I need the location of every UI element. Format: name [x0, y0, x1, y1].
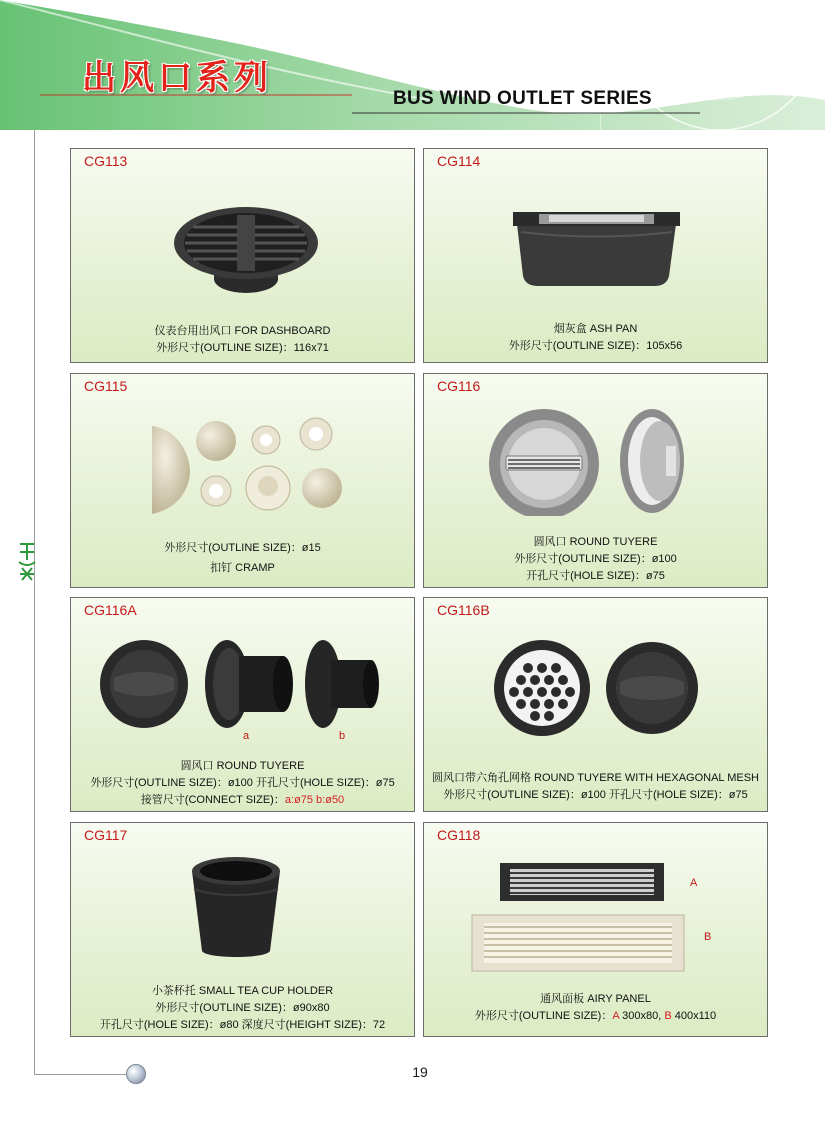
cramp-icon: [146, 416, 356, 521]
product-panel-cg114: [423, 148, 768, 363]
caption-line: 外形尺寸(OUTLINE SIZE)：ø100 开孔尺寸(HOLE SIZE)：ø75: [90, 777, 395, 789]
caption-line: 开孔尺寸(HOLE SIZE)：ø75: [526, 570, 665, 582]
caption-line: 外形尺寸(OUTLINE SIZE)：ø100 开孔尺寸(HOLE SIZE)：ø75: [443, 789, 748, 801]
caption-line: 外形尺寸(OUTLINE SIZE)：ø90x80: [155, 1002, 330, 1014]
product-panel-cg116: [423, 373, 768, 588]
caption-line: 圆风口 ROUND TUYERE: [533, 536, 658, 548]
side-rule: [34, 130, 35, 1075]
variant-label-b: b: [339, 730, 346, 742]
product-panel-cg117: [70, 822, 415, 1037]
caption-line: 外形尺寸(OUTLINE SIZE)：ø100: [514, 553, 677, 565]
product-caption: [71, 540, 414, 577]
caption-line: 圆风口 ROUND TUYERE: [180, 760, 305, 772]
bullet-circle-icon: [126, 1064, 146, 1084]
product-code: CG113: [84, 153, 128, 169]
product-caption: [424, 534, 767, 585]
caption-line: 通风面板 AIRY PANEL: [540, 993, 651, 1005]
caption-line: 外形尺寸(OUTLINE SIZE)：ø15: [164, 542, 321, 554]
product-panel-cg116b: [423, 597, 768, 812]
caption-line: 小茶杯托 SMALL TEA CUP HOLDER: [151, 985, 334, 997]
product-code: CG114: [437, 153, 481, 169]
bottom-rule: [34, 1074, 134, 1075]
ash-pan-icon: [509, 204, 684, 289]
product-caption: [71, 323, 414, 357]
product-panel-cg115: [70, 373, 415, 588]
product-code: CG116: [437, 378, 481, 394]
caption-line: 扣钉 CRAMP: [210, 562, 275, 574]
product-caption: [424, 321, 767, 355]
product-code: CG117: [84, 827, 128, 843]
product-code: CG116A: [84, 602, 137, 618]
caption-line: 圆风口带六角孔网格 ROUND TUYERE WITH HEXAGONAL MESH: [432, 772, 759, 784]
page-title-english: BUS WIND OUTLET SERIES: [393, 88, 652, 109]
caption-line-connect: 接管尺寸(CONNECT SIZE)：a:ø75 b:ø50: [140, 794, 345, 806]
variant-label-b: B: [704, 931, 712, 943]
caption-line: 仪表台用出风口 FOR DASHBOARD: [154, 325, 331, 337]
round-tuyere-black-icon: [99, 634, 389, 734]
product-panel-cg116a: [70, 597, 415, 812]
product-code: CG118: [437, 827, 481, 843]
airy-panel-icon: [468, 859, 688, 974]
page-number: 19: [412, 1064, 428, 1080]
caption-line: 开孔尺寸(HOLE SIZE)：ø80 深度尺寸(HEIGHT SIZE)：72: [99, 1019, 386, 1031]
product-code: CG115: [84, 378, 128, 394]
product-caption: [71, 983, 414, 1034]
round-tuyere-icon: [484, 406, 704, 516]
caption-line: 外形尺寸(OUTLINE SIZE)：105x56: [508, 340, 683, 352]
product-caption: [424, 770, 767, 804]
variant-label-a: A: [690, 877, 698, 889]
product-caption: [71, 758, 414, 809]
cup-holder-icon: [186, 853, 286, 963]
caption-line: 烟灰盒 ASH PAN: [553, 323, 638, 335]
page-title-chinese: 出风口系列: [82, 58, 272, 98]
product-caption: [424, 991, 767, 1025]
hexagonal-mesh-tuyere-icon: [492, 638, 702, 738]
caption-line-size: 外形尺寸(OUTLINE SIZE)：A 300x80, B 400x110: [474, 1010, 717, 1022]
caption-line: 外形尺寸(OUTLINE SIZE)：116x71: [156, 342, 329, 354]
product-panel-cg113: [70, 148, 415, 363]
product-panel-cg118: [423, 822, 768, 1037]
page-header: [0, 0, 825, 130]
side-logo-icon: [16, 540, 38, 584]
product-code: CG116B: [437, 602, 490, 618]
dashboard-outlet-icon: [171, 201, 321, 301]
variant-label-a: a: [243, 730, 250, 742]
